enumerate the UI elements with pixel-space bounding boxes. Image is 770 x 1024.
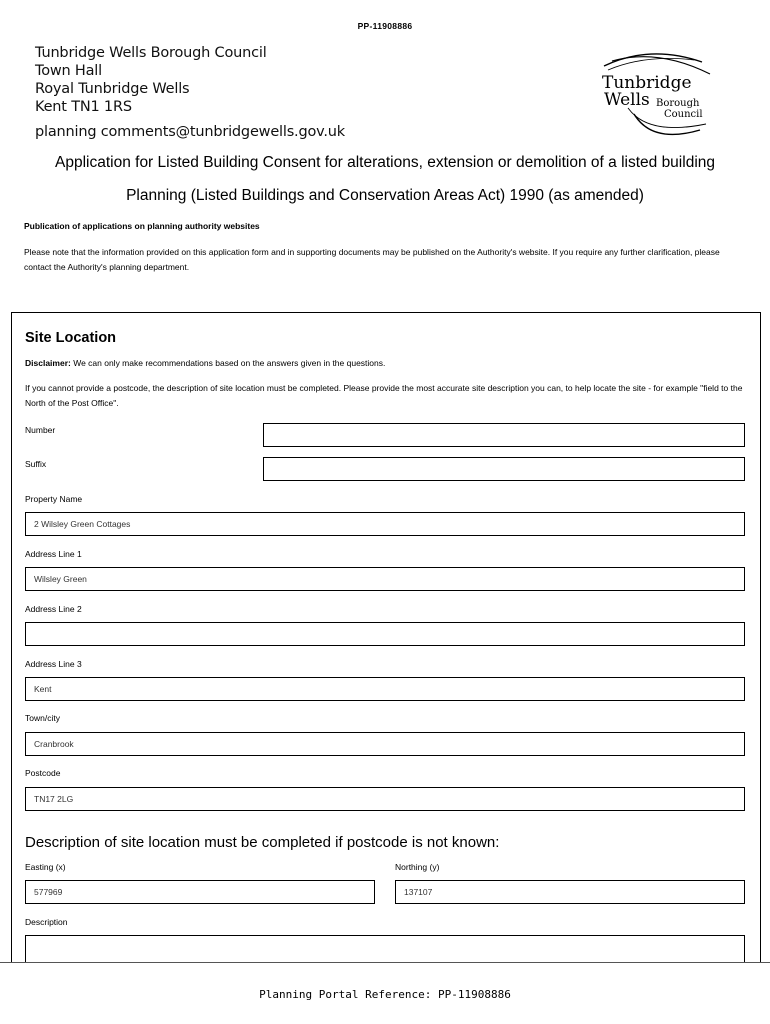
address-line-town: Royal Tunbridge Wells: [35, 81, 190, 97]
postcode-label: Postcode: [25, 768, 61, 778]
section-title: Site Location: [25, 330, 117, 346]
council-email[interactable]: planning comments@tunbridgewells.gov.uk: [35, 124, 345, 140]
address-line-1-field[interactable]: Wilsley Green: [25, 567, 745, 591]
publication-heading: Publication of applications on planning authority websites: [24, 221, 260, 231]
property-name-field[interactable]: 2 Wilsley Green Cottages: [25, 512, 745, 536]
description-label: Description: [25, 917, 68, 927]
address-line-postcode: Kent TN1 1RS: [35, 99, 132, 115]
number-field[interactable]: [263, 423, 745, 447]
address-line-1-label: Address Line 1: [25, 549, 82, 559]
easting-label: Easting (x): [25, 862, 66, 872]
postcode-field[interactable]: TN17 2LG: [25, 787, 745, 811]
publication-text: Please note that the information provided on this application form and in supporting documents may be published on the Authority's website. If you require any further clarification, please contact the Authority's planning department.: [24, 247, 720, 272]
suffix-label: Suffix: [25, 459, 47, 469]
easting-field[interactable]: 577969: [25, 880, 375, 904]
disclaimer-text: We can only make recommendations based on the answers given in the questions.: [70, 358, 386, 368]
disclaimer: [25, 358, 385, 368]
postcode-note: If you cannot provide a postcode, the description of site location must be completed. Please provide the most accurate site description you can, to help locate the site - for example "field to the North of the Post Office".: [25, 383, 743, 408]
property-name-label: Property Name: [25, 494, 83, 504]
application-title: Application for Listed Building Consent for alterations, extension or demolition of a listed building: [55, 154, 715, 171]
logo-text-council: Council: [664, 109, 703, 120]
council-name: Tunbridge Wells Borough Council: [35, 45, 267, 61]
disclaimer-label: Disclaimer:: [25, 358, 71, 368]
logo-text-wells: Wells: [604, 90, 650, 110]
address-line-2-field[interactable]: [25, 622, 745, 646]
footer-reference: Planning Portal Reference: PP-11908886: [259, 988, 511, 1001]
town-field[interactable]: Cranbrook: [25, 732, 745, 756]
address-line-3-label: Address Line 3: [25, 659, 82, 669]
form-reference: PP-11908886: [357, 21, 413, 31]
northing-label: Northing (y): [395, 862, 440, 872]
address-line-3-field[interactable]: Kent: [25, 677, 745, 701]
logo-text-tunbridge: Tunbridge: [602, 73, 692, 93]
council-logo: [590, 44, 720, 144]
council-logo-graphic: [590, 44, 720, 144]
act-title: Planning (Listed Buildings and Conservation Areas Act) 1990 (as amended): [126, 187, 644, 204]
suffix-field[interactable]: [263, 457, 745, 481]
number-label: Number: [25, 425, 56, 435]
description-heading: Description of site location must be completed if postcode is not known:: [25, 834, 500, 851]
address-line-town-hall: Town Hall: [35, 63, 102, 79]
address-line-2-label: Address Line 2: [25, 604, 82, 614]
northing-field[interactable]: 137107: [395, 880, 745, 904]
logo-text-borough: Borough: [656, 98, 700, 109]
town-label: Town/city: [25, 713, 60, 723]
